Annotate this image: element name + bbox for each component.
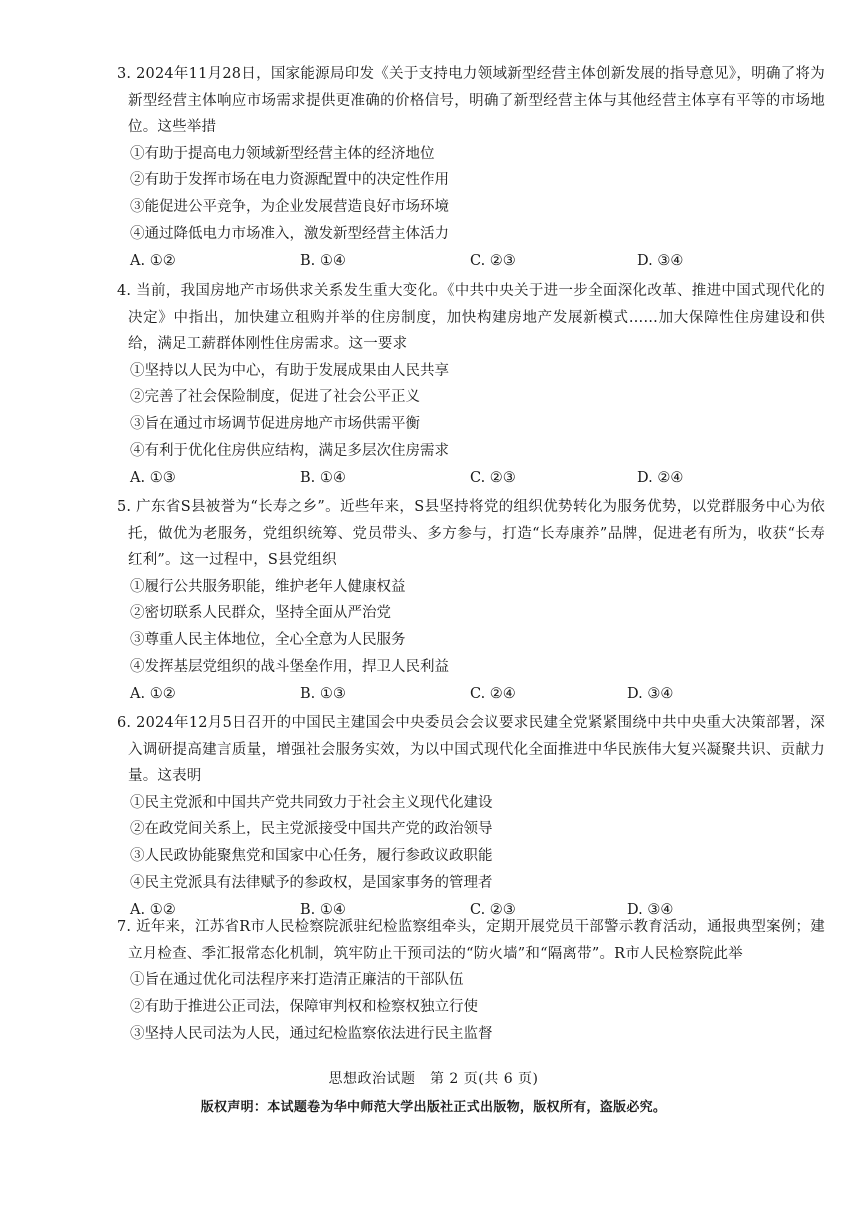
question-stem: 7. 近年来，江苏省R市人民检察院派驻纪检监察组牵头，定期开展党员干部警示教育活动，通报典型案例；建立月检查、季汇报常态化机制，筑牢防止干预司法的“防火墙”和“隔离带”。R市人民检察院此举 [117, 919, 825, 962]
choice-a: A. ①② [130, 901, 176, 918]
question-4 [117, 278, 825, 492]
statement-3: ③尊重人民主体地位，全心全意为人民服务 [130, 632, 406, 649]
copyright-notice: 版权声明：本试题卷为华中师范大学出版社正式出版物，版权所有，盗版必究。 [200, 1100, 667, 1115]
choice-d: D. ③④ [637, 252, 684, 269]
statement-2: ②完善了社会保险制度，促进了社会公平正义 [130, 389, 420, 406]
statement-1: ①旨在通过优化司法程序来打造清正廉洁的干部队伍 [130, 972, 464, 988]
choice-b: B. ①④ [300, 252, 346, 269]
statement-2: ②在政党间关系上，民主党派接受中国共产党的政治领导 [130, 821, 493, 838]
statement-1: ①坚持以人民为中心，有助于发展成果由人民共享 [130, 362, 449, 379]
choice-d: D. ③④ [627, 901, 674, 918]
statement-2: ②有助于推进公正司法，保障审判权和检察权独立行使 [130, 998, 478, 1015]
page-footer-title: 思想政治试题 第 2 页(共 6 页) [328, 1071, 539, 1087]
statement-2: ②有助于发挥市场在电力资源配置中的决定性作用 [130, 172, 449, 189]
statement-1: ①民主党派和中国共产党共同致力于社会主义现代化建设 [130, 794, 493, 811]
question-stem: 5. 广东省S县被誉为“长寿之乡”。近些年来，S县坚持将党的组织优势转化为服务优势，以党群服务中心为依托，做优为老服务，党组织统筹、党员带头、多方参与，打造“长寿康养”品牌，促进老有所为，收获“长寿红利”。这一过程中，S县党组织 [117, 499, 825, 568]
question-5 [117, 494, 825, 708]
choice-a: A. ①② [130, 252, 176, 269]
statement-3: ③人民政协能聚焦党和国家中心任务，履行参政议政职能 [130, 848, 493, 865]
choice-c: C. ②③ [470, 901, 516, 918]
answer-choices [117, 465, 825, 492]
choice-c: C. ②③ [470, 252, 516, 269]
choice-b: B. ①④ [300, 469, 346, 486]
choice-c: C. ②④ [470, 685, 516, 702]
question-3 [117, 61, 825, 275]
question-stem: 3. 2024年11月28日，国家能源局印发《关于支持电力领域新型经营主体创新发展的指导意见》，明确了将为新型经营主体响应市场需求提供更准确的价格信号，明确了新型经营主体与其他经营主体享有平等的市场地位。这些举措 [117, 66, 825, 135]
statement-3: ③旨在通过市场调节促进房地产市场供需平衡 [130, 416, 420, 433]
statement-1: ①有助于提高电力领域新型经营主体的经济地位 [130, 145, 435, 162]
question-stem: 4. 当前，我国房地产市场供求关系发生重大变化。《中共中央关于进一步全面深化改革、推进中国式现代化的决定》中指出，加快建立租购并举的住房制度，加快构建房地产发展新模式……加大保障性住房建设和供给，满足工薪群体刚性住房需求。这一要求 [117, 283, 825, 352]
question-stem: 6. 2024年12月5日召开的中国民主建国会中央委员会会议要求民建全党紧紧围绕中共中央重大决策部署，深入调研提高建言质量，增强社会服务实效，为以中国式现代化全面推进中华民族伟大复兴凝聚共识、贡献力量。这表明 [117, 715, 825, 784]
question-7 [117, 914, 825, 1047]
statement-4: ④发挥基层党组织的战斗堡垒作用，捍卫人民利益 [130, 658, 449, 675]
choice-a: A. ①② [130, 685, 176, 702]
choice-b: B. ①③ [300, 685, 346, 702]
statement-3: ③能促进公平竞争，为企业发展营造良好市场环境 [130, 199, 449, 216]
choice-a: A. ①③ [130, 469, 176, 486]
answer-choices [117, 681, 825, 708]
statement-1: ①履行公共服务职能，维护老年人健康权益 [130, 578, 406, 595]
statement-4: ④通过降低电力市场准入，激发新型经营主体活力 [130, 225, 449, 242]
statement-4: ④有利于优化住房供应结构，满足多层次住房需求 [130, 442, 449, 459]
question-6 [117, 710, 825, 924]
statement-3: ③坚持人民司法为人民，通过纪检监察依法进行民主监督 [130, 1025, 493, 1042]
answer-choices [117, 248, 825, 275]
statement-2: ②密切联系人民群众，坚持全面从严治党 [130, 605, 391, 622]
choice-d: D. ③④ [627, 685, 674, 702]
choice-b: B. ①④ [300, 901, 346, 918]
choice-d: D. ②④ [637, 469, 684, 486]
statement-4: ④民主党派具有法律赋予的参政权，是国家事务的管理者 [130, 874, 493, 891]
choice-c: C. ②③ [470, 469, 516, 486]
